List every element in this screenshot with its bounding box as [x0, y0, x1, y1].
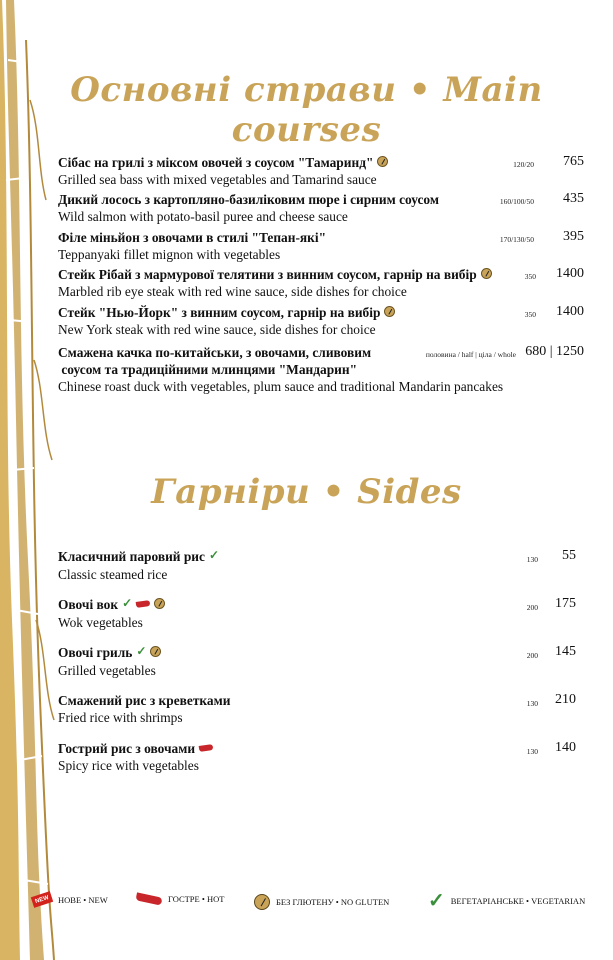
dish-name-ua: Смажена качка по-китайськи, з овочами, сливовим: [58, 345, 372, 360]
dish-name-ua: Класичний паровий рис: [58, 549, 205, 564]
dish-weight: половина / half | ціла / whole: [425, 350, 516, 359]
dish-name-ua: Смажений рис з креветками: [58, 693, 231, 708]
menu-item: [58, 304, 584, 338]
vegetarian-leaf-icon: ✓: [136, 644, 147, 659]
dish-name-en: Grilled sea bass with mixed vegetables and Tamarind sauce: [58, 172, 377, 187]
dish-name-ua: Стейк "Нью-Йорк" з винним соусом, гарнір на вибір: [58, 305, 381, 320]
dish-price: 55: [562, 548, 576, 563]
dish-weight: 160/100/50: [499, 197, 534, 206]
dish-weight: 350: [524, 310, 536, 319]
legend-hot: [136, 894, 224, 904]
dish-name-en: Grilled vegetables: [58, 663, 156, 679]
vegetarian-leaf-icon: ✓: [122, 596, 133, 611]
dish-name-ua: Дикий лосось з картопляно-базиліковим пюре і сирним соусом: [58, 192, 439, 207]
dish-price: 140: [555, 740, 576, 755]
dish-price: 1400: [556, 304, 584, 319]
no-gluten-icon: [377, 156, 388, 167]
dish-name-ua-line2: соусом та традиційними млинцями "Мандарин": [58, 362, 358, 377]
menu-item: [58, 191, 584, 225]
dish-name-ua: Овочі вок: [58, 597, 119, 612]
menu-item: [58, 740, 578, 774]
dish-name-ua: Овочі гриль: [58, 645, 133, 660]
legend-veg: [428, 890, 586, 912]
menu-item: [58, 692, 578, 726]
dish-weight: 130: [526, 699, 538, 708]
menu-item: [58, 548, 578, 583]
legend-new-label: НОВЕ • NEW: [58, 894, 108, 905]
menu-item: [58, 154, 584, 188]
dish-name-ua: Стейк Рібай з мармурової телятини з винним соусом, гарнір на вибір: [58, 267, 477, 282]
dish-name-en: Spicy rice with vegetables: [58, 758, 199, 773]
legend-hot-label: ГОСТРЕ • HOT: [168, 894, 225, 904]
dish-weight: 120/20: [513, 160, 534, 169]
menu-item: [58, 229, 584, 263]
legend-new: [32, 894, 108, 905]
dish-price: 210: [555, 692, 576, 707]
new-badge-icon: NEW: [31, 891, 53, 908]
no-gluten-icon: [384, 306, 395, 317]
dish-price: 765: [563, 154, 584, 169]
menu-item: [58, 644, 578, 679]
dish-weight: 350: [524, 272, 536, 281]
dish-weight: 130: [526, 747, 538, 756]
dish-name-ua: Сібас на грилі з міксом овочей з соусом "Тамаринд": [58, 155, 374, 170]
dish-weight: 200: [526, 651, 538, 660]
legend: [0, 884, 613, 914]
chili-pepper-icon: [136, 600, 151, 608]
dish-name-en: Classic steamed rice: [58, 567, 168, 583]
legend-veg-label: ВЕГЕТАРІАНСЬКЕ • VEGETARIAN: [450, 896, 586, 906]
menu-item: [58, 266, 584, 300]
chili-pepper-icon: [199, 744, 214, 752]
no-gluten-icon: [150, 646, 161, 657]
dish-weight: 170/130/50: [499, 235, 534, 244]
dish-price: 145: [555, 644, 576, 659]
dish-name-en: Teppanyaki fillet mignon with vegetables: [58, 247, 281, 262]
dish-name-en: New York steak with red wine sauce, side dishes for choice: [58, 322, 376, 337]
dish-price: 435: [563, 191, 584, 206]
dish-name-en: Chinese roast duck with vegetables, plum sauce and traditional Mandarin pancakes: [58, 379, 504, 394]
sides-title: Гарніри • Sides: [151, 472, 462, 512]
menu-item: [58, 596, 578, 631]
no-gluten-icon: [254, 894, 270, 910]
dish-price: 395: [563, 229, 584, 244]
dish-name-en: Fried rice with shrimps: [58, 710, 183, 725]
dish-name-en: Wild salmon with potato-basil puree and cheese sauce: [58, 209, 348, 224]
vegetarian-leaf-icon: ✓: [428, 890, 445, 912]
legend-gluten-label: БЕЗ ГЛЮТЕНУ • NO GLUTEN: [276, 897, 390, 907]
dish-name-en: Wok vegetables: [58, 615, 143, 631]
dish-weight: 130: [526, 555, 538, 564]
no-gluten-icon: [154, 598, 165, 609]
menu-item: [58, 344, 584, 395]
dish-weight: 200: [526, 603, 538, 612]
dish-name-ua: Філе міньйон з овочами в стилі "Тепан-які": [58, 230, 327, 245]
dish-name-en: Marbled rib eye steak with red wine sauce, side dishes for choice: [58, 284, 407, 299]
dish-name-ua: Гострий рис з овочами: [58, 741, 196, 756]
legend-gluten: [254, 894, 389, 910]
no-gluten-icon: [481, 268, 492, 279]
dish-price: 1400: [556, 266, 584, 281]
dish-price: 680 | 1250: [525, 344, 584, 359]
chili-pepper-icon: [135, 892, 162, 905]
dish-price: 175: [555, 596, 576, 611]
main-courses-title: Основні страви • Main courses: [70, 70, 543, 150]
vegetarian-leaf-icon: ✓: [208, 548, 220, 563]
